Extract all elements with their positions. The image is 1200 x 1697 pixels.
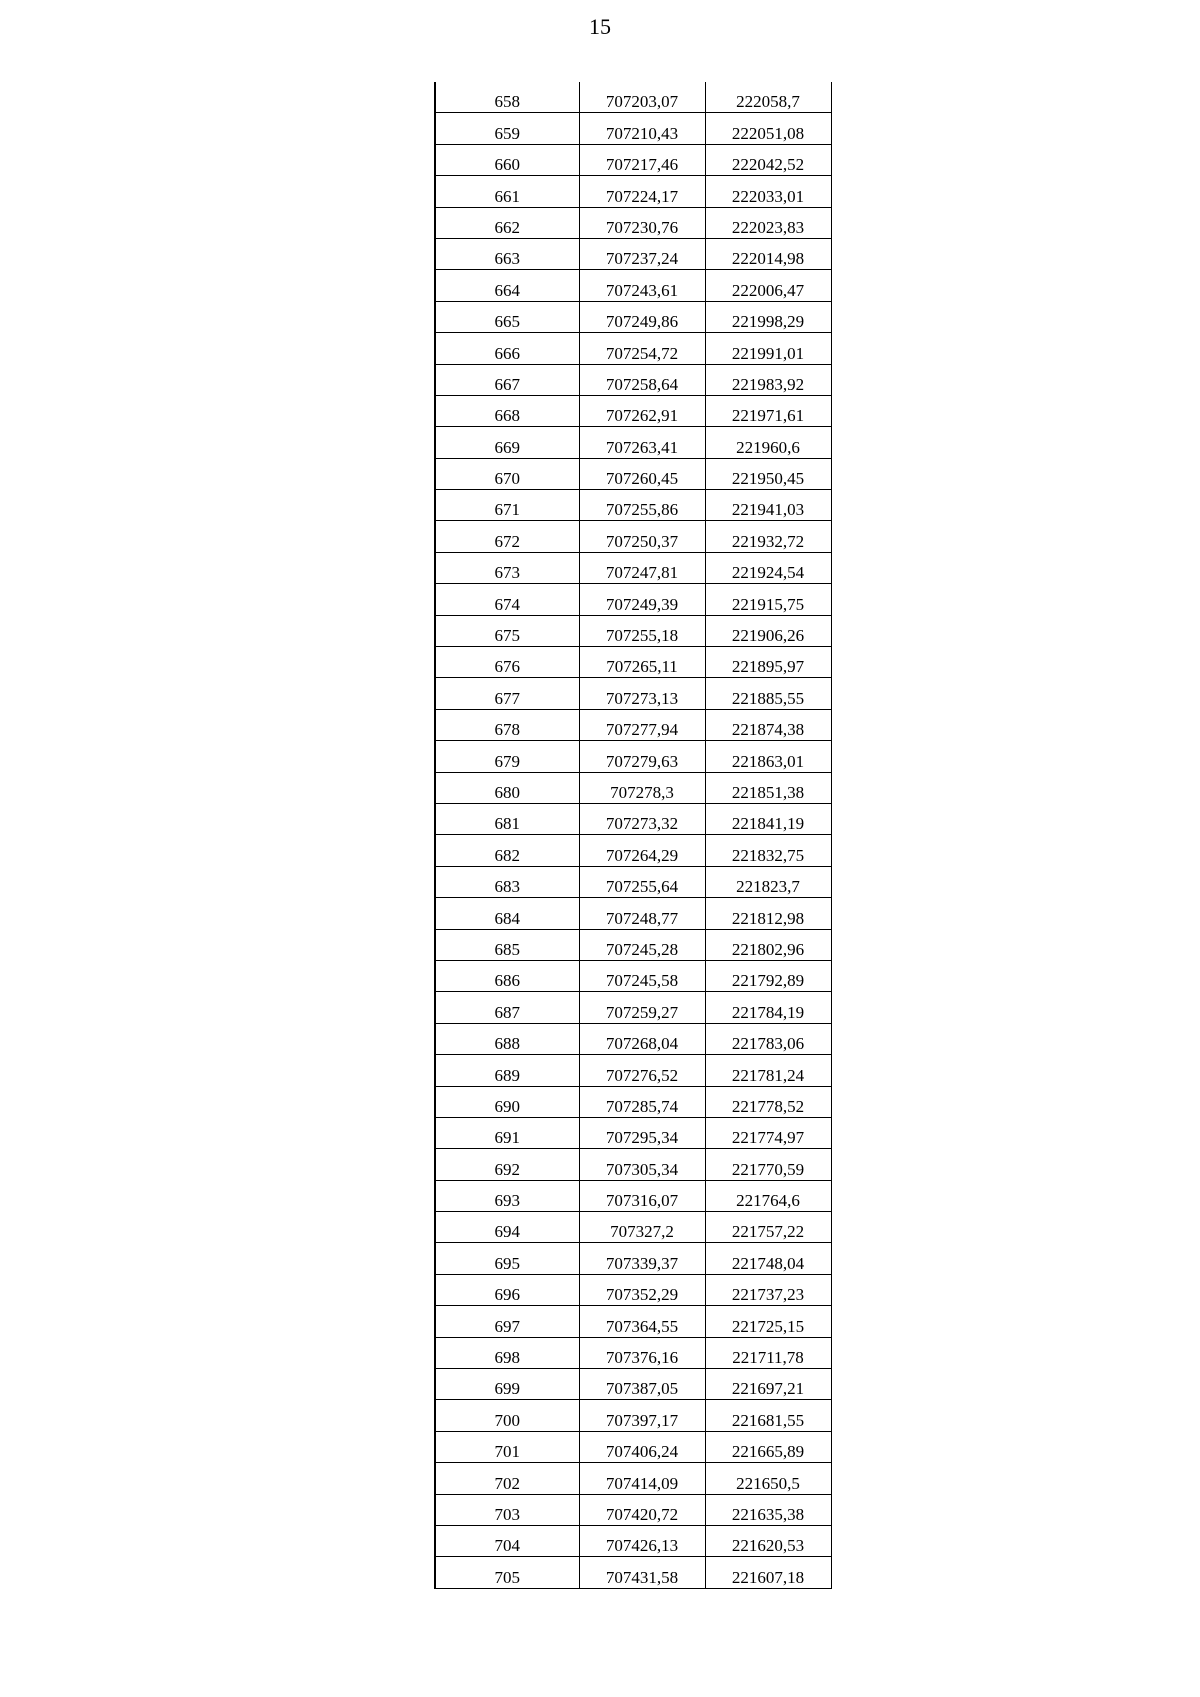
point-number-cell: 678 (435, 709, 579, 740)
table-row (435, 960, 831, 991)
y-coordinate-cell: 221711,78 (705, 1337, 831, 1368)
point-number-cell: 684 (435, 898, 579, 929)
point-number-cell: 699 (435, 1369, 579, 1400)
point-number-cell: 693 (435, 1180, 579, 1211)
table-row (435, 1023, 831, 1054)
x-coordinate-cell: 707248,77 (579, 898, 705, 929)
x-coordinate-cell: 707276,52 (579, 1055, 705, 1086)
table-row (435, 866, 831, 897)
point-number-cell: 691 (435, 1117, 579, 1148)
y-coordinate-cell: 221757,22 (705, 1212, 831, 1243)
x-coordinate-cell: 707255,18 (579, 615, 705, 646)
table-row (435, 364, 831, 395)
point-number-cell: 704 (435, 1525, 579, 1556)
y-coordinate-cell: 221983,92 (705, 364, 831, 395)
table-row (435, 1369, 831, 1400)
point-number-cell: 671 (435, 490, 579, 521)
y-coordinate-cell: 221950,45 (705, 458, 831, 489)
x-coordinate-cell: 707262,91 (579, 395, 705, 426)
y-coordinate-cell: 221620,53 (705, 1525, 831, 1556)
point-number-cell: 676 (435, 647, 579, 678)
x-coordinate-cell: 707265,11 (579, 647, 705, 678)
table-row (435, 176, 831, 207)
y-coordinate-cell: 222042,52 (705, 144, 831, 175)
x-coordinate-cell: 707255,64 (579, 866, 705, 897)
table-row (435, 207, 831, 238)
table-row (435, 1274, 831, 1305)
table-row (435, 803, 831, 834)
y-coordinate-cell: 221802,96 (705, 929, 831, 960)
x-coordinate-cell: 707245,58 (579, 960, 705, 991)
point-number-cell: 692 (435, 1149, 579, 1180)
table-row (435, 584, 831, 615)
y-coordinate-cell: 221784,19 (705, 992, 831, 1023)
x-coordinate-cell: 707264,29 (579, 835, 705, 866)
table-row (435, 1525, 831, 1556)
x-coordinate-cell: 707285,74 (579, 1086, 705, 1117)
x-coordinate-cell: 707295,34 (579, 1117, 705, 1148)
table-row (435, 1117, 831, 1148)
x-coordinate-cell: 707263,41 (579, 427, 705, 458)
table-row (435, 929, 831, 960)
x-coordinate-cell: 707260,45 (579, 458, 705, 489)
y-coordinate-cell: 221991,01 (705, 333, 831, 364)
y-coordinate-cell: 221960,6 (705, 427, 831, 458)
table-row (435, 772, 831, 803)
point-number-cell: 686 (435, 960, 579, 991)
point-number-cell: 681 (435, 803, 579, 834)
y-coordinate-cell: 221932,72 (705, 521, 831, 552)
point-number-cell: 690 (435, 1086, 579, 1117)
x-coordinate-cell: 707278,3 (579, 772, 705, 803)
point-number-cell: 672 (435, 521, 579, 552)
x-coordinate-cell: 707406,24 (579, 1431, 705, 1462)
y-coordinate-cell: 221841,19 (705, 803, 831, 834)
y-coordinate-cell: 221874,38 (705, 709, 831, 740)
table-row (435, 1180, 831, 1211)
y-coordinate-cell: 221725,15 (705, 1306, 831, 1337)
point-number-cell: 668 (435, 395, 579, 426)
point-number-cell: 679 (435, 741, 579, 772)
x-coordinate-cell: 707273,13 (579, 678, 705, 709)
table-row (435, 82, 831, 113)
x-coordinate-cell: 707414,09 (579, 1463, 705, 1494)
x-coordinate-cell: 707305,34 (579, 1149, 705, 1180)
point-number-cell: 687 (435, 992, 579, 1023)
y-coordinate-cell: 221737,23 (705, 1274, 831, 1305)
table-row (435, 395, 831, 426)
table-row (435, 490, 831, 521)
table-row (435, 1557, 831, 1588)
table-row (435, 270, 831, 301)
x-coordinate-cell: 707364,55 (579, 1306, 705, 1337)
y-coordinate-cell: 221895,97 (705, 647, 831, 678)
y-coordinate-cell: 221915,75 (705, 584, 831, 615)
point-number-cell: 663 (435, 238, 579, 269)
table-row (435, 1431, 831, 1462)
y-coordinate-cell: 221885,55 (705, 678, 831, 709)
y-coordinate-cell: 221812,98 (705, 898, 831, 929)
point-number-cell: 697 (435, 1306, 579, 1337)
table-row (435, 1212, 831, 1243)
table-row (435, 1086, 831, 1117)
y-coordinate-cell: 221851,38 (705, 772, 831, 803)
point-number-cell: 674 (435, 584, 579, 615)
y-coordinate-cell: 221778,52 (705, 1086, 831, 1117)
table-row (435, 1055, 831, 1086)
point-number-cell: 698 (435, 1337, 579, 1368)
table-row (435, 615, 831, 646)
table-row (435, 458, 831, 489)
y-coordinate-cell: 221906,26 (705, 615, 831, 646)
y-coordinate-cell: 222014,98 (705, 238, 831, 269)
point-number-cell: 694 (435, 1212, 579, 1243)
point-number-cell: 662 (435, 207, 579, 238)
x-coordinate-cell: 707243,61 (579, 270, 705, 301)
x-coordinate-cell: 707249,86 (579, 301, 705, 332)
point-number-cell: 701 (435, 1431, 579, 1462)
table-row (435, 1243, 831, 1274)
point-number-cell: 677 (435, 678, 579, 709)
point-number-cell: 661 (435, 176, 579, 207)
y-coordinate-cell: 221832,75 (705, 835, 831, 866)
y-coordinate-cell: 221863,01 (705, 741, 831, 772)
page-number: 15 (589, 14, 611, 39)
x-coordinate-cell: 707327,2 (579, 1212, 705, 1243)
x-coordinate-cell: 707316,07 (579, 1180, 705, 1211)
x-coordinate-cell: 707277,94 (579, 709, 705, 740)
point-number-cell: 680 (435, 772, 579, 803)
y-coordinate-cell: 222051,08 (705, 113, 831, 144)
table-row (435, 1400, 831, 1431)
table-row (435, 144, 831, 175)
point-number-cell: 667 (435, 364, 579, 395)
point-number-cell: 660 (435, 144, 579, 175)
point-number-cell: 669 (435, 427, 579, 458)
point-number-cell: 689 (435, 1055, 579, 1086)
x-coordinate-cell: 707224,17 (579, 176, 705, 207)
x-coordinate-cell: 707426,13 (579, 1525, 705, 1556)
point-number-cell: 682 (435, 835, 579, 866)
x-coordinate-cell: 707245,28 (579, 929, 705, 960)
x-coordinate-cell: 707397,17 (579, 1400, 705, 1431)
x-coordinate-cell: 707352,29 (579, 1274, 705, 1305)
coordinates-table-body (435, 82, 831, 1588)
point-number-cell: 675 (435, 615, 579, 646)
point-number-cell: 702 (435, 1463, 579, 1494)
point-number-cell: 703 (435, 1494, 579, 1525)
point-number-cell: 673 (435, 552, 579, 583)
table-row (435, 647, 831, 678)
x-coordinate-cell: 707420,72 (579, 1494, 705, 1525)
point-number-cell: 664 (435, 270, 579, 301)
y-coordinate-cell: 221748,04 (705, 1243, 831, 1274)
x-coordinate-cell: 707387,05 (579, 1369, 705, 1400)
point-number-cell: 658 (435, 82, 579, 113)
table-row (435, 238, 831, 269)
x-coordinate-cell: 707250,37 (579, 521, 705, 552)
point-number-cell: 705 (435, 1557, 579, 1588)
y-coordinate-cell: 222033,01 (705, 176, 831, 207)
y-coordinate-cell: 222058,7 (705, 82, 831, 113)
y-coordinate-cell: 221941,03 (705, 490, 831, 521)
table-row (435, 992, 831, 1023)
y-coordinate-cell: 221665,89 (705, 1431, 831, 1462)
table-row (435, 1149, 831, 1180)
table-row (435, 898, 831, 929)
x-coordinate-cell: 707210,43 (579, 113, 705, 144)
x-coordinate-cell: 707431,58 (579, 1557, 705, 1588)
x-coordinate-cell: 707279,63 (579, 741, 705, 772)
x-coordinate-cell: 707339,37 (579, 1243, 705, 1274)
y-coordinate-cell: 221650,5 (705, 1463, 831, 1494)
point-number-cell: 683 (435, 866, 579, 897)
table-row (435, 678, 831, 709)
point-number-cell: 688 (435, 1023, 579, 1054)
point-number-cell: 700 (435, 1400, 579, 1431)
point-number-cell: 666 (435, 333, 579, 364)
y-coordinate-cell: 221770,59 (705, 1149, 831, 1180)
table-row (435, 835, 831, 866)
x-coordinate-cell: 707203,07 (579, 82, 705, 113)
y-coordinate-cell: 221924,54 (705, 552, 831, 583)
point-number-cell: 665 (435, 301, 579, 332)
x-coordinate-cell: 707273,32 (579, 803, 705, 834)
y-coordinate-cell: 221823,7 (705, 866, 831, 897)
y-coordinate-cell: 221783,06 (705, 1023, 831, 1054)
x-coordinate-cell: 707376,16 (579, 1337, 705, 1368)
point-number-cell: 695 (435, 1243, 579, 1274)
point-number-cell: 696 (435, 1274, 579, 1305)
x-coordinate-cell: 707247,81 (579, 552, 705, 583)
table-row (435, 427, 831, 458)
x-coordinate-cell: 707254,72 (579, 333, 705, 364)
y-coordinate-cell: 222023,83 (705, 207, 831, 238)
point-number-cell: 670 (435, 458, 579, 489)
y-coordinate-cell: 221774,97 (705, 1117, 831, 1148)
table-row (435, 1494, 831, 1525)
table-row (435, 333, 831, 364)
y-coordinate-cell: 221781,24 (705, 1055, 831, 1086)
x-coordinate-cell: 707237,24 (579, 238, 705, 269)
y-coordinate-cell: 221697,21 (705, 1369, 831, 1400)
table-row (435, 552, 831, 583)
y-coordinate-cell: 222006,47 (705, 270, 831, 301)
y-coordinate-cell: 221635,38 (705, 1494, 831, 1525)
x-coordinate-cell: 707259,27 (579, 992, 705, 1023)
y-coordinate-cell: 221998,29 (705, 301, 831, 332)
coordinates-table (434, 82, 832, 1589)
x-coordinate-cell: 707217,46 (579, 144, 705, 175)
y-coordinate-cell: 221792,89 (705, 960, 831, 991)
table-row (435, 1337, 831, 1368)
y-coordinate-cell: 221681,55 (705, 1400, 831, 1431)
table-row (435, 301, 831, 332)
x-coordinate-cell: 707249,39 (579, 584, 705, 615)
y-coordinate-cell: 221764,6 (705, 1180, 831, 1211)
point-number-cell: 659 (435, 113, 579, 144)
table-row (435, 1306, 831, 1337)
y-coordinate-cell: 221971,61 (705, 395, 831, 426)
point-number-cell: 685 (435, 929, 579, 960)
x-coordinate-cell: 707255,86 (579, 490, 705, 521)
table-row (435, 521, 831, 552)
x-coordinate-cell: 707268,04 (579, 1023, 705, 1054)
y-coordinate-cell: 221607,18 (705, 1557, 831, 1588)
table-row (435, 709, 831, 740)
table-row (435, 113, 831, 144)
table-row (435, 1463, 831, 1494)
x-coordinate-cell: 707230,76 (579, 207, 705, 238)
table-row (435, 741, 831, 772)
x-coordinate-cell: 707258,64 (579, 364, 705, 395)
